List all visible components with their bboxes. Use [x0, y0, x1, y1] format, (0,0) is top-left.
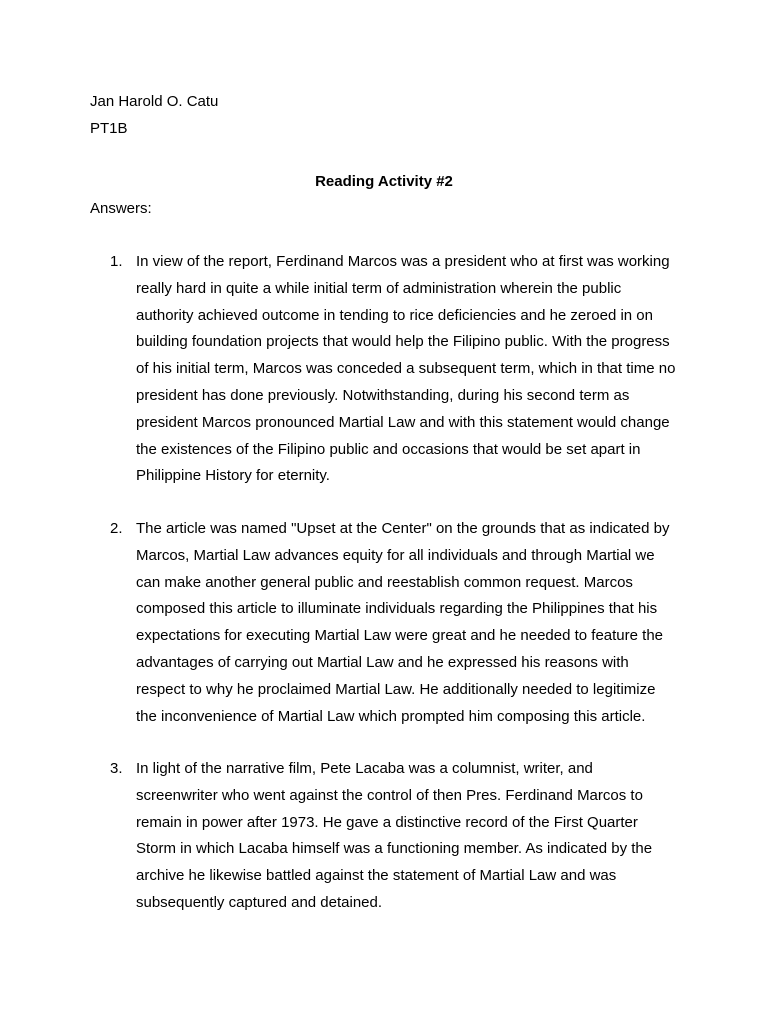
answer-line: can make another general public and reestablish common request. Marcos [136, 573, 633, 591]
answer-number: 3. [110, 760, 123, 777]
answer-line: The article was named "Upset at the Center" on the grounds that as indicated by [136, 520, 670, 537]
answer-line: president has done previously. Notwithstanding, during his second term as [136, 386, 630, 404]
answer-line: In view of the report, Ferdinand Marcos was a president who at first was working [136, 253, 670, 270]
answer-line: of his initial term, Marcos was conceded a subsequent term, which in that time no [136, 360, 676, 378]
answer-line: Marcos, Martial Law advances equity for all individuals and through Martial we [136, 546, 655, 564]
author-name: Jan Harold O. Catu [90, 93, 219, 110]
answer-line: subsequently captured and detained. [136, 893, 383, 911]
answer-text [136, 249, 685, 490]
answer-number: 2. [110, 520, 123, 537]
answer-item-2 [110, 516, 685, 730]
section-code: PT1B [90, 120, 128, 137]
answer-line: respect to why he proclaimed Martial Law. He additionally needed to legitimize [136, 680, 656, 698]
answers-label: Answers: [90, 200, 152, 217]
answer-item-1 [110, 249, 685, 490]
answer-line: advantages of carrying out Martial Law and he expressed his reasons with [136, 653, 629, 671]
answer-line: expectations for executing Martial Law were great and he needed to feature the [136, 627, 663, 645]
answer-line: archive he likewise battled against the statement of Martial Law and was [136, 867, 617, 885]
answer-line: the existences of the Filipino public and occasions that would be set apart in [136, 440, 641, 458]
answer-item-3 [110, 756, 685, 917]
answer-number: 1. [110, 253, 123, 270]
answer-text [136, 516, 685, 730]
answer-line: building foundation projects that would help the Filipino public. With the progress [136, 333, 670, 351]
answer-line: Storm in which Lacaba himself was a functioning member. As indicated by the [136, 840, 653, 858]
document-title: Reading Activity #2 [315, 173, 453, 190]
answer-line: president Marcos pronounced Martial Law and with this statement would change [136, 413, 670, 431]
answer-line: remain in power after 1973. He gave a distinctive record of the First Quarter [136, 813, 638, 831]
answer-line: composed this article to illuminate individuals regarding the Philippines that his [136, 600, 658, 618]
answer-line: the inconvenience of Martial Law which prompted him composing this article. [136, 707, 646, 725]
answer-text [136, 756, 685, 917]
answer-line: screenwriter who went against the control of then Pres. Ferdinand Marcos to [136, 786, 643, 804]
answer-line: really hard in quite a while initial term of administration wherein the public [136, 279, 622, 297]
answer-line: In light of the narrative film, Pete Lacaba was a columnist, writer, and [136, 760, 593, 777]
answer-line: authority achieved outcome in tending to rice deficiencies and he zeroed in on [136, 306, 653, 324]
answer-line: Philippine History for eternity. [136, 467, 330, 485]
